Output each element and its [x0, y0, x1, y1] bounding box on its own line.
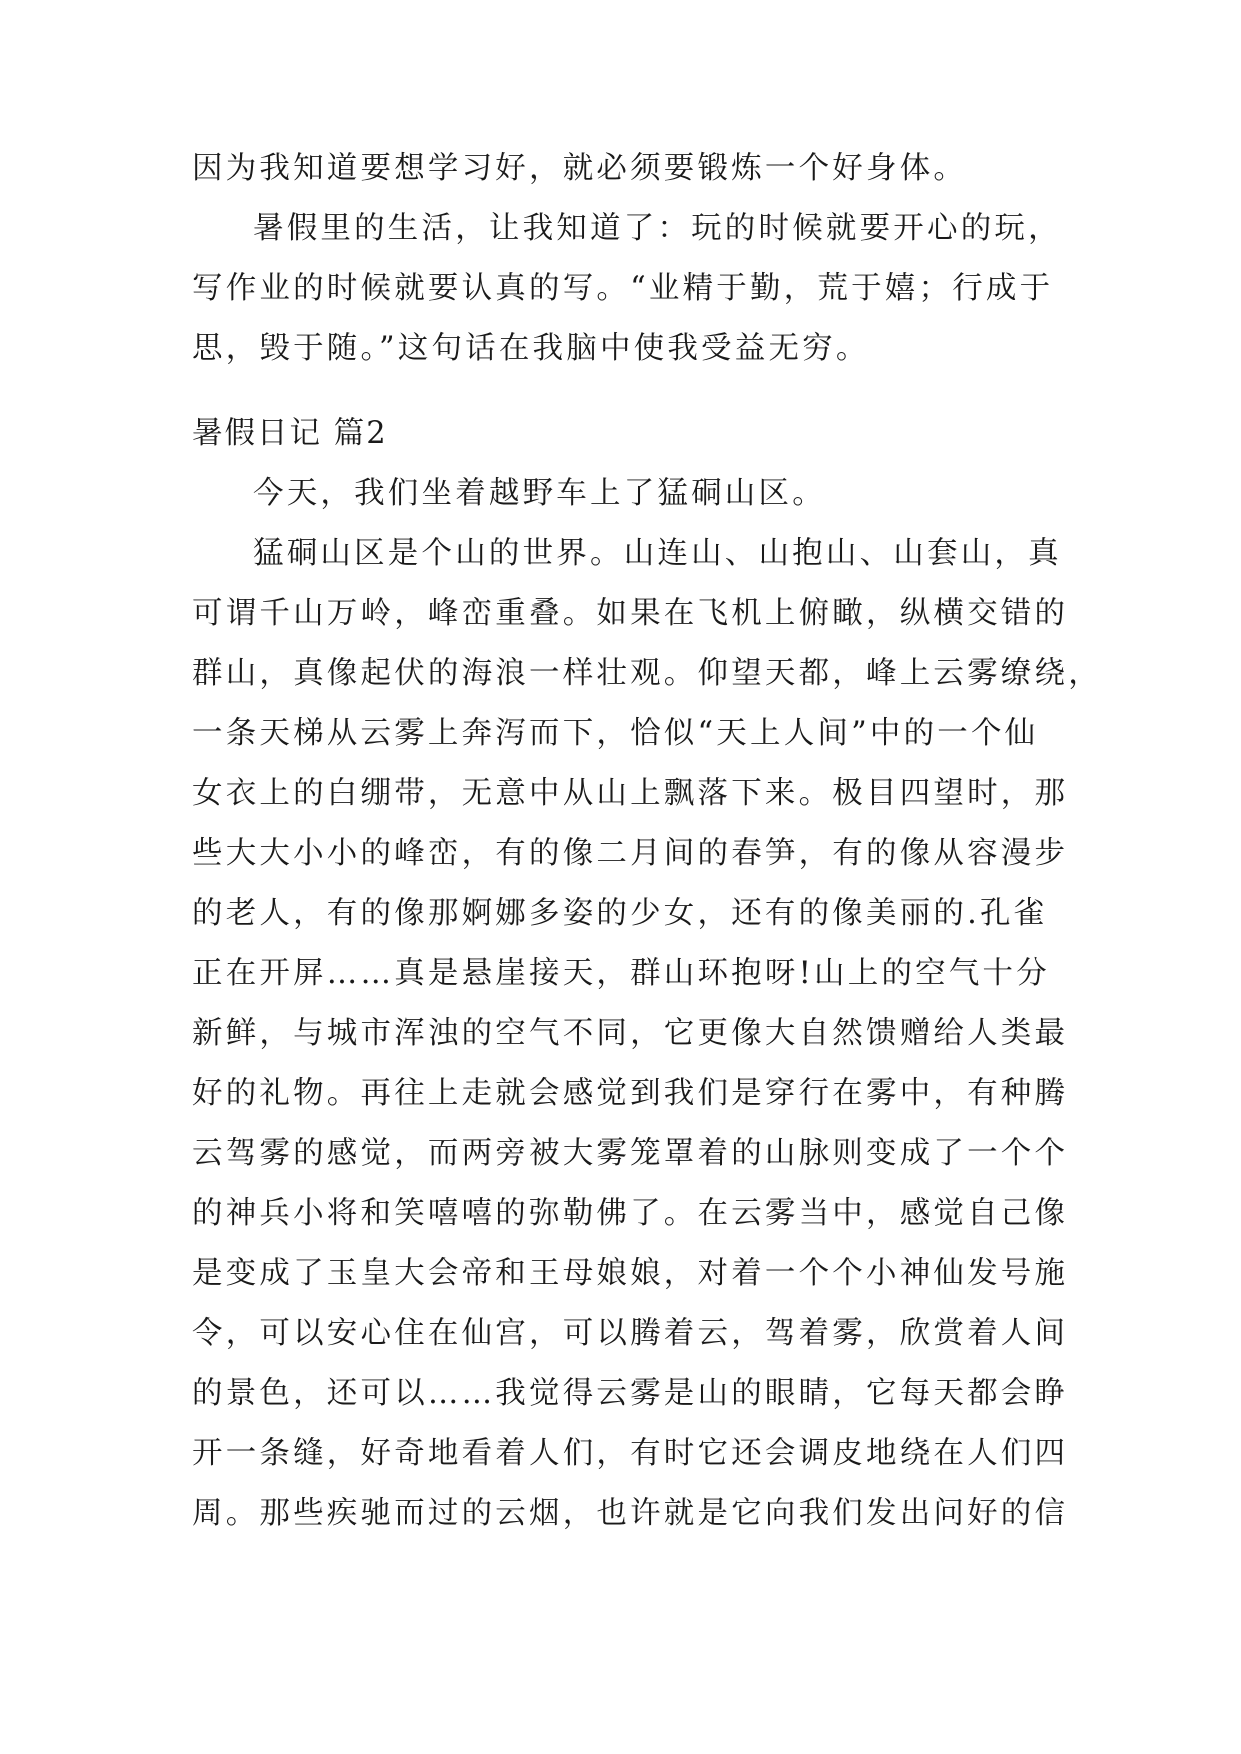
- paragraph-line: 的老人，有的像那婀娜多姿的少女，还有的像美丽的.孔雀: [192, 896, 1048, 931]
- paragraph-line: 新鲜，与城市浑浊的空气不同，它更像大自然馈赠给人类最: [192, 1016, 1069, 1051]
- paragraph-line: 云驾雾的感觉，而两旁被大雾笼罩着的山脉则变成了一个个: [192, 1136, 1069, 1171]
- paragraph-line: 些大大小小的峰峦，有的像二月间的春笋，有的像从容漫步: [192, 836, 1069, 871]
- paragraph-line: 思，毁于随。”这句话在我脑中使我受益无穷。: [192, 331, 870, 366]
- paragraph-line: 的神兵小将和笑嘻嘻的弥勒佛了。在云雾当中，感觉自己像: [192, 1196, 1069, 1231]
- section-heading: 暑假日记 篇2: [192, 416, 388, 451]
- paragraph-line: 周。那些疾驰而过的云烟，也许就是它向我们发出问好的信: [192, 1496, 1069, 1531]
- paragraph-line: 一条天梯从云雾上奔泻而下，恰似“天上人间”中的一个仙: [192, 716, 1039, 751]
- paragraph-line: 群山，真像起伏的海浪一样壮观。仰望天都，峰上云雾缭绕，: [192, 656, 1102, 691]
- paragraph-line: 今天，我们坐着越野车上了猛硐山区。: [253, 476, 826, 511]
- paragraph-line: 因为我知道要想学习好，就必须要锻炼一个好身体。: [192, 151, 968, 186]
- paragraph-line: 是变成了玉皇大会帝和王母娘娘，对着一个个小神仙发号施: [192, 1256, 1069, 1291]
- paragraph-line: 好的礼物。再往上走就会感觉到我们是穿行在雾中，有种腾: [192, 1076, 1069, 1111]
- paragraph-line: 开一条缝，好奇地看着人们，有时它还会调皮地绕在人们四: [192, 1436, 1069, 1471]
- paragraph-line: 正在开屏……真是悬崖接天，群山环抱呀!山上的空气十分: [192, 956, 1050, 991]
- paragraph-line: 猛硐山区是个山的世界。山连山、山抱山、山套山，真: [253, 536, 1062, 571]
- paragraph-line: 暑假里的生活，让我知道了：玩的时候就要开心的玩，: [253, 211, 1062, 246]
- paragraph-line: 女衣上的白绷带，无意中从山上飘落下来。极目四望时，那: [192, 776, 1069, 811]
- paragraph-line: 令，可以安心住在仙宫，可以腾着云，驾着雾，欣赏着人间: [192, 1316, 1069, 1351]
- paragraph-line: 写作业的时候就要认真的写。“业精于勤，荒于嬉；行成于: [192, 271, 1054, 306]
- paragraph-line: 的景色，还可以……我觉得云雾是山的眼睛，它每天都会睁: [192, 1376, 1069, 1411]
- paragraph-line: 可谓千山万岭，峰峦重叠。如果在飞机上俯瞰，纵横交错的: [192, 596, 1069, 631]
